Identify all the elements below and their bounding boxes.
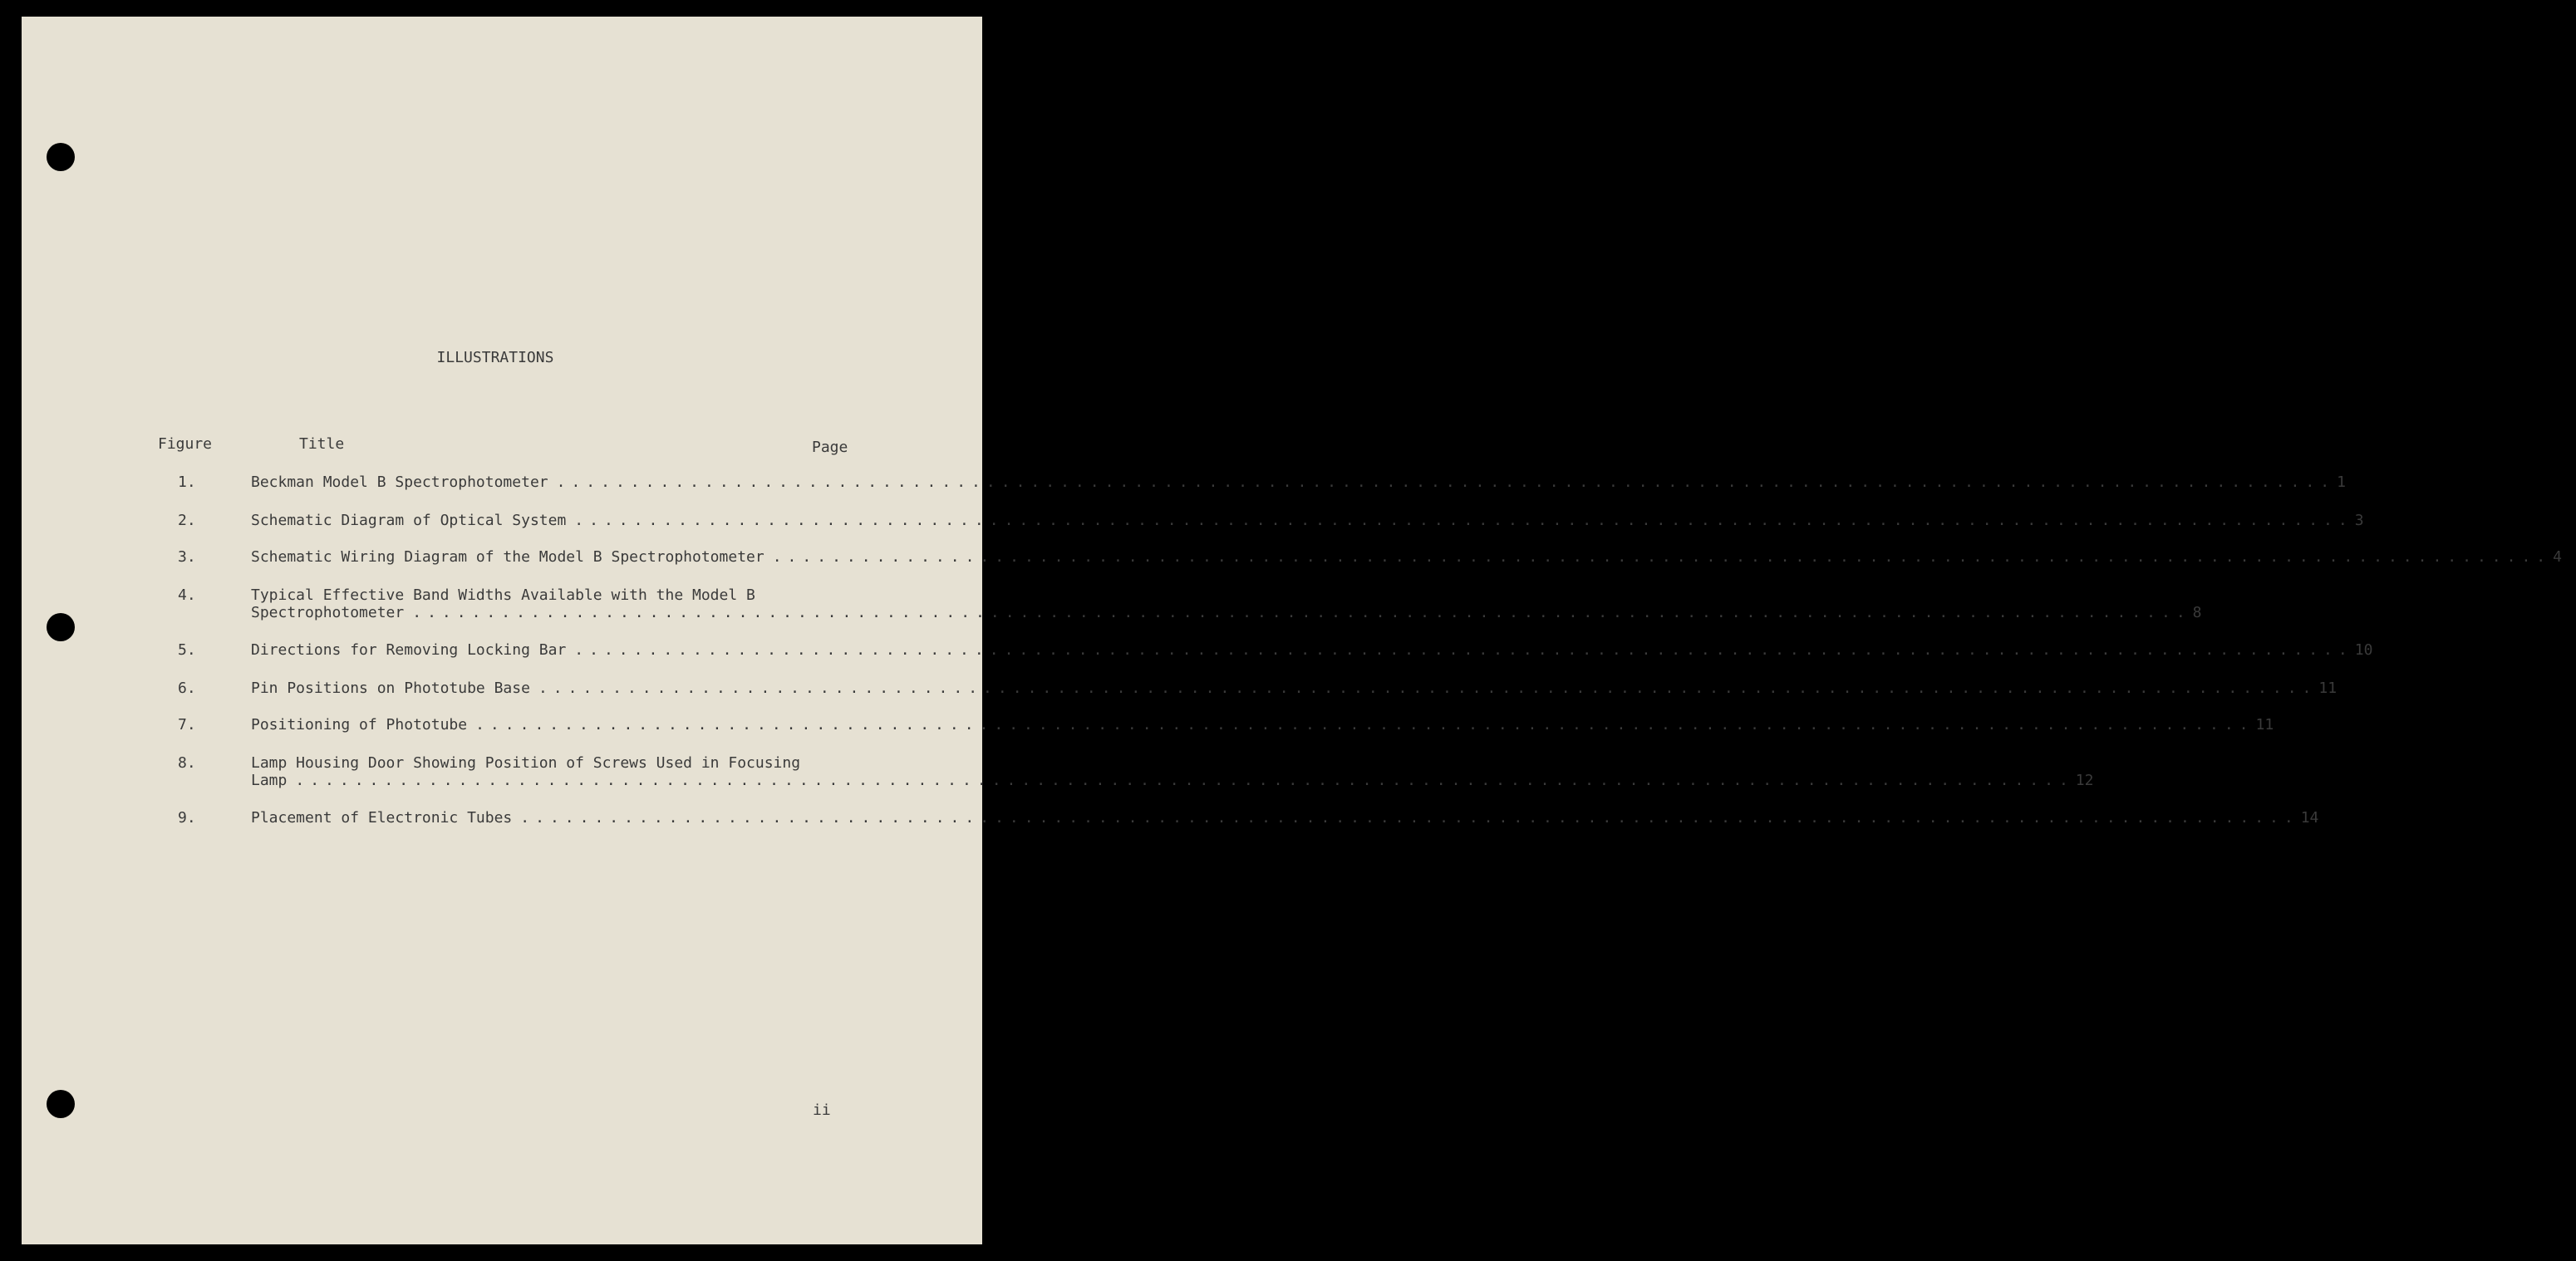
figure-number: 9. [178,809,196,827]
figure-number: 7. [178,716,196,734]
figure-title: Positioning of Phototube [251,716,468,734]
page-title: ILLUSTRATIONS [436,349,554,366]
figure-number: 6. [178,680,196,697]
figure-entry [251,586,2202,621]
dot-leader: ........................................................................................................................ [574,512,2353,529]
figure-entry [251,641,2373,659]
punch-hole [47,1090,75,1118]
page-number: ii [813,1102,831,1119]
figure-page: 11 [2318,680,2338,697]
figure-entry [251,809,2319,827]
figure-title: Typical Effective Band Widths Available with the Model B [251,586,755,604]
dot-leader: ........................................................................................................................ [538,680,2318,697]
figure-title: Schematic Wiring Diagram of the Model B Spectrophotometer [251,548,764,566]
figure-entry [251,680,2338,697]
figure-title: Spectrophotometer [251,604,405,621]
figure-number: 4. [178,586,196,604]
column-header-title: Title [299,435,345,453]
figure-number: 3. [178,548,196,566]
figure-title: Lamp Housing Door Showing Position of Screws Used in Focusing [251,754,801,772]
dot-leader: ........................................................................................................................ [412,604,2191,621]
figure-number: 8. [178,754,196,772]
figure-title: Pin Positions on Phototube Base [251,680,530,697]
figure-entry [251,754,2094,789]
figure-entry [251,473,2346,491]
figure-title: Directions for Removing Locking Bar [251,641,567,659]
figure-title: Schematic Diagram of Optical System [251,512,567,529]
figure-page: 3 [2354,512,2364,529]
dot-leader: ........................................................................................................................ [475,716,2254,734]
figure-page: 11 [2255,716,2274,734]
punch-hole [47,143,75,171]
dot-leader: ........................................................................................................................ [574,641,2353,659]
figure-page: 4 [2553,548,2562,566]
figure-number: 5. [178,641,196,659]
figure-title: Beckman Model B Spectrophotometer [251,473,548,491]
dot-leader: ........................................................................................................................ [772,548,2552,566]
column-header-figure: Figure [158,435,213,453]
figure-entry [251,512,2364,529]
dot-leader: ........................................................................................................................ [556,473,2336,491]
figure-title: Placement of Electronic Tubes [251,809,513,827]
figure-title: Lamp [251,772,288,789]
figure-entry [251,548,2562,566]
column-header-page: Page [812,439,848,456]
figure-page: 14 [2300,809,2319,827]
punch-hole [47,613,75,641]
figure-number: 1. [178,473,196,491]
figure-page: 1 [2337,473,2346,491]
figure-page: 10 [2354,641,2373,659]
document-page [22,17,2562,1244]
dot-leader: ........................................................................................................................ [295,772,2074,789]
figure-number: 2. [178,512,196,529]
figure-page: 12 [2075,772,2094,789]
dot-leader: ........................................................................................................................ [520,809,2299,827]
figure-page: 8 [2192,604,2202,621]
figure-entry [251,716,2274,734]
